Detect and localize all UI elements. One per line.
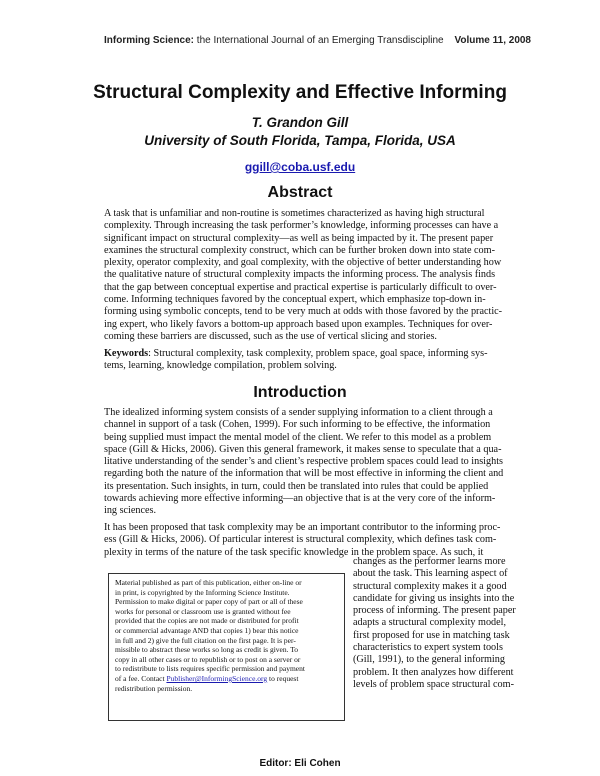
- intro-line: adapts a structural complexity model,: [353, 617, 507, 629]
- abstract-line: forming using symbolic concepts, tend to be very much at odds with those favored by the practic-: [104, 306, 503, 318]
- intro-line: problem. It then analyzes how different: [353, 666, 514, 678]
- journal-subtitle: the International Journal of an Emerging Transdiscipline: [194, 35, 444, 46]
- copyright-line: copy in all other cases or to republish or to post on a server or: [115, 654, 301, 664]
- intro-line: plexity in terms of the nature of the task specific knowledge in the problem space. As such, it: [104, 546, 484, 558]
- volume-label: Volume 11, 2008: [454, 35, 531, 46]
- author-block: [0, 114, 600, 150]
- introduction-para-2: [104, 522, 531, 559]
- intro-line: litative understanding of the sender’s and client’s respective problem spaces could lead to insights: [104, 456, 503, 468]
- introduction-para-1: [104, 407, 531, 518]
- intro-line: about the task. This learning aspect of: [353, 568, 508, 580]
- abstract-line: significant impact on structural complexity—as well as being impacted by it. The present paper: [104, 232, 494, 244]
- publisher-email-link[interactable]: Publisher@InformingScience.org: [166, 673, 268, 683]
- copyright-text: of a fee. Contact: [115, 673, 167, 683]
- keywords-block: [104, 348, 531, 373]
- author-affiliation: University of South Florida, Tampa, Florida, USA: [144, 133, 456, 148]
- copyright-line: Permission to make digital or paper copy of part or all of these: [115, 597, 303, 607]
- abstract-line: that the gap between conceptual expertise and practical expertise is particularly difficult to over-: [104, 281, 497, 293]
- copyright-line: Material published as part of this publication, either on-line or: [115, 578, 302, 587]
- intro-line: It has been proposed that task complexity may be an important contributor to the informing proc-: [104, 522, 501, 533]
- introduction-right-column: [353, 556, 533, 691]
- copyright-line: in print, is copyrighted by the Informing Science Institute.: [115, 587, 290, 597]
- intro-line: regarding both the nature of the information that will be most effective in informing the client and: [104, 468, 504, 480]
- keywords-text: tems, learning, knowledge compilation, problem solving.: [104, 360, 337, 372]
- intro-line: its presentation. Such insights, in turn, could then be translated into rules that could be applied: [104, 480, 489, 492]
- journal-name: Informing Science:: [104, 35, 195, 46]
- intro-line: process of informing. The present paper: [353, 605, 516, 617]
- intro-line: characteristics to expert system tools: [353, 642, 503, 654]
- copyright-line: provided that the copies are not made or distributed for profit: [115, 616, 299, 626]
- intro-line: first proposed for use in matching task: [353, 629, 510, 641]
- intro-line: The idealized informing system consists of a sender supplying information to a client through a: [104, 407, 493, 418]
- abstract-line: ing expert, who likely favors a bottom-up approach based upon examples. Techniques for over-: [104, 318, 493, 330]
- intro-line: towards achieving more effective informing—an objective that is at the very core of the inform-: [104, 493, 496, 505]
- keywords-label: Keywords: [104, 348, 149, 359]
- copyright-line: works for personal or classroom use is granted without fee: [115, 606, 291, 616]
- abstract-heading: Abstract: [267, 184, 333, 201]
- abstract-line: examines the structural complexity construct, which can be further broken down into state com-: [104, 244, 495, 256]
- intro-line: levels of problem space structural com-: [353, 678, 514, 690]
- abstract-line: the qualitative nature of structural complexity impacts the informing process. The analysis finds: [104, 269, 496, 281]
- author-name: T. Grandon Gill: [251, 115, 349, 130]
- editor-footer: Editor: Eli Cohen: [259, 758, 341, 769]
- abstract-line: coming these barriers are discussed, such as the use of vertical slicing and stories.: [104, 330, 437, 342]
- paper-title: Structural Complexity and Effective Informing: [93, 82, 507, 103]
- copyright-line: in full and 2) give the full citation on the first page. It is per-: [115, 635, 296, 645]
- keywords-text: : Structural complexity, task complexity, problem space, goal space, informing sys-: [148, 348, 488, 359]
- copyright-notice-box: [108, 573, 345, 721]
- intro-line: being supplied must impact the mental model of the client. We refer to this model as a problem: [104, 431, 492, 443]
- introduction-heading: Introduction: [253, 384, 347, 401]
- intro-line: candidate for giving us insights into the: [353, 592, 515, 604]
- author-email-link[interactable]: ggill@coba.usf.edu: [244, 160, 356, 174]
- intro-line: ing sciences.: [104, 505, 157, 517]
- running-header: [104, 35, 531, 46]
- abstract-line: come. Informing techniques favored by the conceptual expert, which emphasize top-down in-: [104, 294, 486, 306]
- copyright-line: to redistribute to lists requires specific permission and payment: [115, 664, 305, 674]
- intro-line: channel in support of a task (Cohen, 1999). For such informing to be effective, the information: [104, 419, 491, 431]
- keywords-line: [104, 348, 531, 360]
- intro-line: space (Gill & Hicks, 2006). Given this general framework, it makes sense to speculate that a qua-: [104, 443, 502, 455]
- copyright-line: [115, 674, 338, 684]
- abstract-body: [104, 208, 531, 343]
- intro-line: changes as the performer learns more: [353, 556, 506, 567]
- copyright-line: redistribution permission.: [115, 683, 193, 693]
- copyright-text: to request: [267, 673, 299, 683]
- intro-line: (Gill, 1991), to the general informing: [353, 654, 505, 666]
- copyright-line: missible to abstract these works so long as credit is given. To: [115, 645, 299, 655]
- intro-line: ess (Gill & Hicks, 2006). Of particular interest is structural complexity, which defines task com-: [104, 534, 497, 546]
- copyright-line: or commercial advantage AND that copies 1) bear this notice: [115, 625, 299, 635]
- abstract-line: complexity. Through increasing the task performer’s knowledge, informing processes can have a: [104, 220, 499, 232]
- abstract-line: plexity, operator complexity, and goal complexity, with the objective of better understanding how: [104, 257, 502, 269]
- intro-line: structural complexity makes it a good: [353, 580, 507, 592]
- abstract-line: A task that is unfamiliar and non-routine is sometimes characterized as having high structural: [104, 208, 485, 219]
